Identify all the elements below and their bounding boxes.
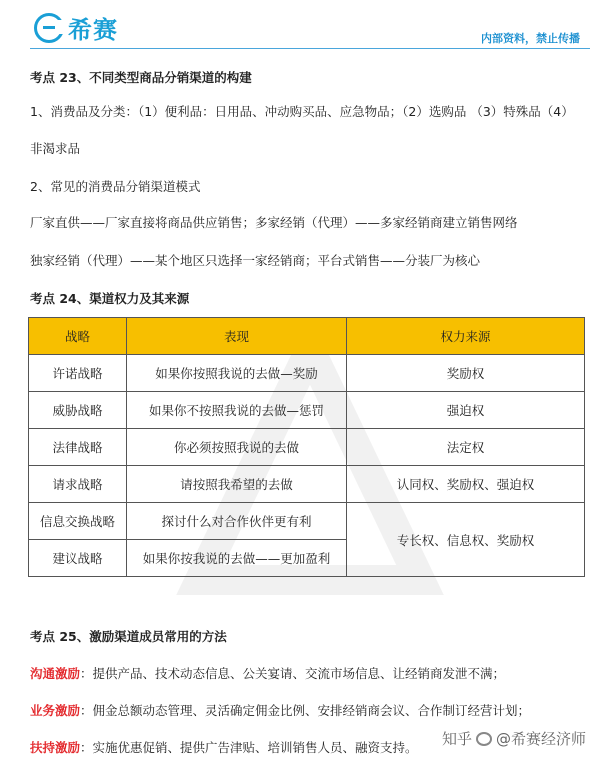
col-header-strategy: 战略 bbox=[29, 318, 127, 355]
cell-source: 法定权 bbox=[347, 429, 585, 466]
incentive-label: 扶持激励 bbox=[30, 740, 81, 755]
incentive-sep: ： bbox=[80, 703, 93, 718]
zhihu-watermark bbox=[442, 728, 586, 749]
channel-power-table bbox=[28, 317, 585, 577]
incentive-item bbox=[30, 703, 530, 719]
cell-strategy: 信息交换战略 bbox=[29, 503, 127, 540]
section-24-title: 考点 24、渠道权力及其来源 bbox=[30, 291, 190, 306]
col-header-behavior: 表现 bbox=[127, 318, 347, 355]
section-23-title: 考点 23、不同类型商品分销渠道的构建 bbox=[30, 70, 252, 85]
s23-line-3: 2、常见的消费品分销渠道模式 bbox=[30, 179, 201, 194]
page-header bbox=[0, 0, 600, 52]
brand-name: 希赛 bbox=[68, 16, 118, 44]
s23-line-4: 厂家直供——厂家直接将商品供应销售；多家经销（代理）——多家经销商建立销售网络 bbox=[30, 215, 518, 230]
cell-behavior: 如果你按我说的去做——更加盈利 bbox=[127, 540, 347, 577]
incentive-item bbox=[30, 740, 418, 756]
header-divider bbox=[30, 48, 590, 49]
incentive-text: 佣金总额动态管理、灵活确定佣金比例、安排经销商会议、合作制订经营计划； bbox=[92, 703, 531, 718]
table-header-row bbox=[29, 318, 585, 355]
zhihu-icon bbox=[476, 732, 492, 746]
incentive-label: 业务激励 bbox=[30, 703, 81, 718]
cell-source-merged: 专长权、信息权、奖励权 bbox=[347, 503, 585, 577]
col-header-source: 权力来源 bbox=[347, 318, 585, 355]
cell-behavior: 你必须按照我说的去做 bbox=[127, 429, 347, 466]
table-row bbox=[29, 392, 585, 429]
incentive-label: 沟通激励 bbox=[30, 666, 81, 681]
cell-strategy: 许诺战略 bbox=[29, 355, 127, 392]
cell-source: 强迫权 bbox=[347, 392, 585, 429]
internal-notice: 内部资料，禁止传播 bbox=[481, 32, 580, 45]
cell-strategy: 建议战略 bbox=[29, 540, 127, 577]
incentive-text: 实施优惠促销、提供广告津贴、培训销售人员、融资支持。 bbox=[92, 740, 418, 755]
cell-strategy: 威胁战略 bbox=[29, 392, 127, 429]
s23-line-1: 1、消费品及分类：（1）便利品：日用品、冲动购买品、应急物品；（2）选购品 （3）特殊品（4） bbox=[30, 104, 574, 119]
watermark-author: @希赛经济师 bbox=[495, 730, 586, 748]
incentive-text: 提供产品、技术动态信息、公关宴请、交流市场信息、让经销商发泄不满； bbox=[92, 666, 506, 681]
incentive-sep: ： bbox=[80, 666, 93, 681]
watermark-site: 知乎 bbox=[441, 730, 472, 748]
cell-strategy: 请求战略 bbox=[29, 466, 127, 503]
table-row bbox=[29, 355, 585, 392]
cell-behavior: 请按照我希望的去做 bbox=[127, 466, 347, 503]
cell-source: 奖励权 bbox=[347, 355, 585, 392]
cell-strategy: 法律战略 bbox=[29, 429, 127, 466]
incentive-sep: ： bbox=[80, 740, 93, 755]
table-row bbox=[29, 466, 585, 503]
table-row bbox=[29, 503, 585, 540]
s23-line-5: 独家经销（代理）——某个地区只选择一家经销商；平台式销售——分装厂为核心 bbox=[30, 253, 481, 268]
table-row bbox=[29, 429, 585, 466]
section-25-title: 考点 25、激励渠道成员常用的方法 bbox=[30, 629, 227, 644]
cell-source: 认同权、奖励权、强迫权 bbox=[347, 466, 585, 503]
cell-behavior: 如果你按照我说的去做—奖励 bbox=[127, 355, 347, 392]
logo-icon bbox=[34, 13, 64, 43]
incentive-item bbox=[30, 666, 505, 682]
cell-behavior: 探讨什么对合作伙伴更有利 bbox=[127, 503, 347, 540]
logo bbox=[34, 10, 118, 45]
cell-behavior: 如果你不按照我说的去做—惩罚 bbox=[127, 392, 347, 429]
s23-line-2: 非渴求品 bbox=[30, 141, 81, 156]
